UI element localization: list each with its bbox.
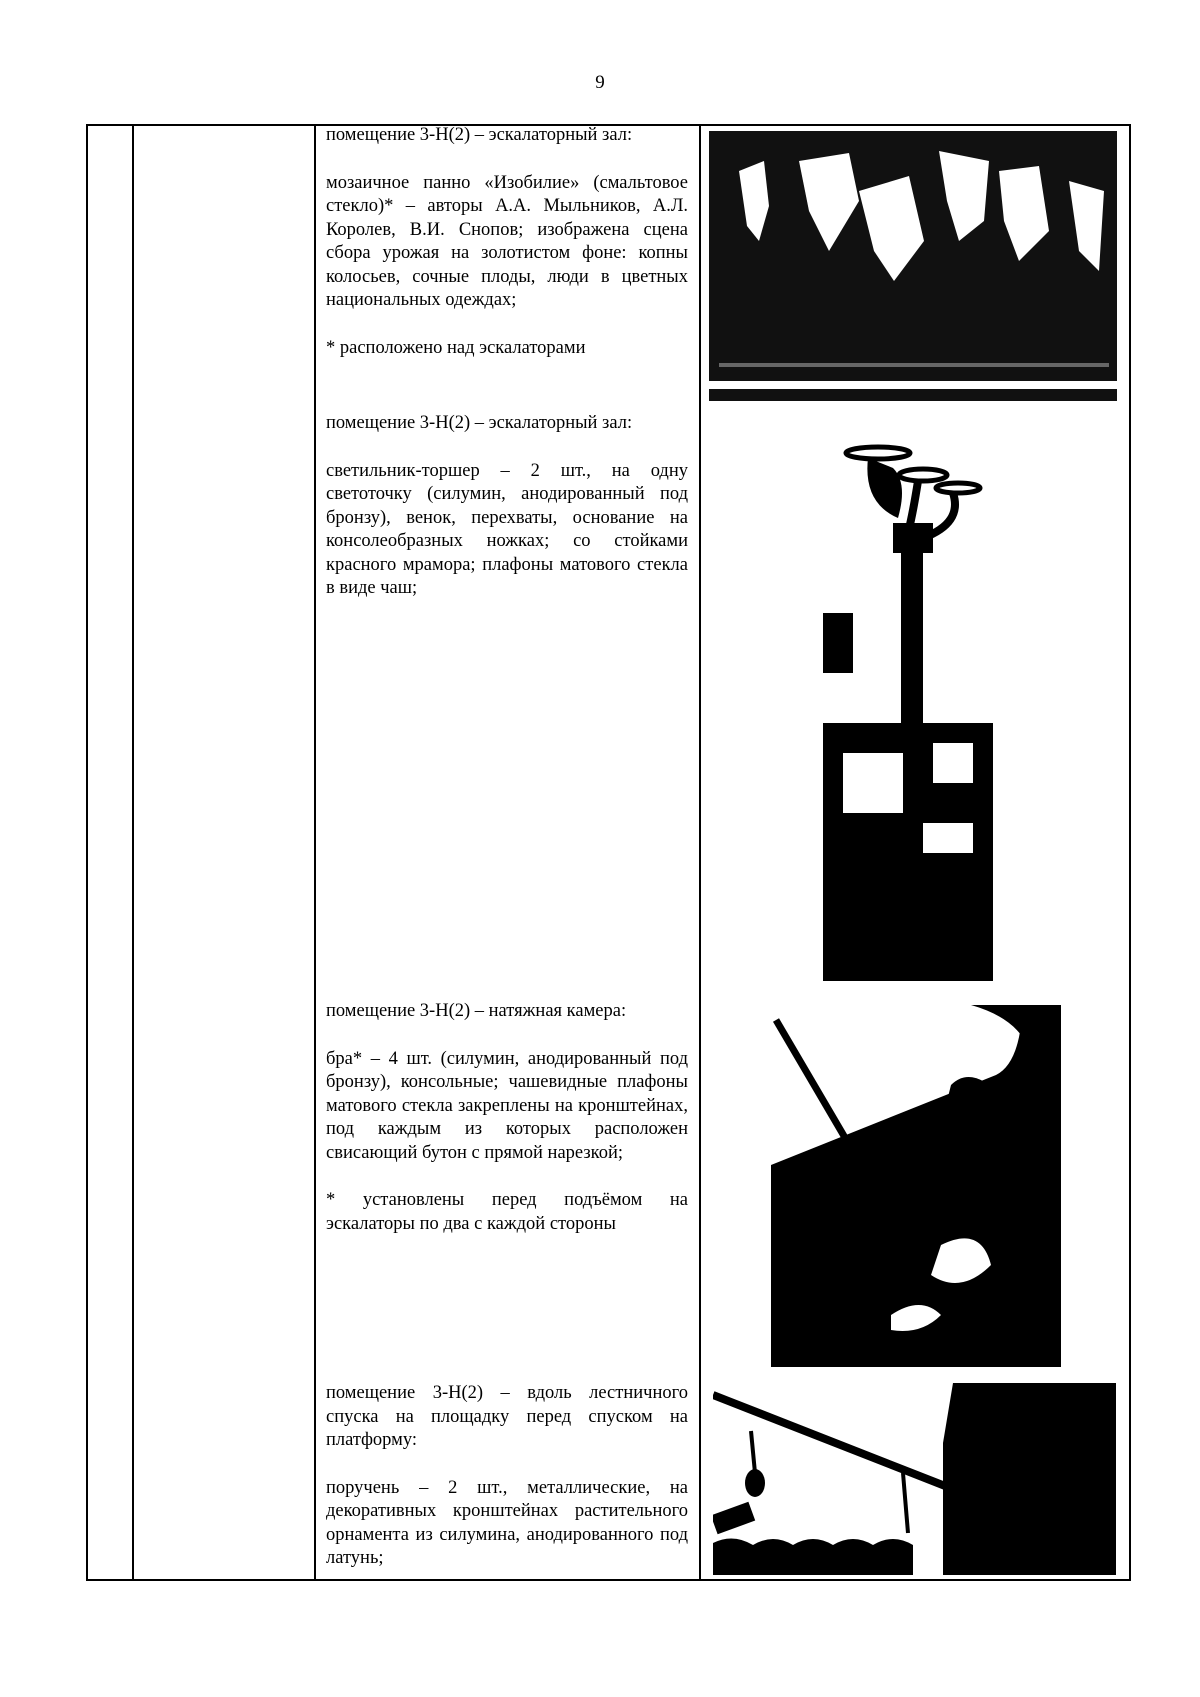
floor-lamp-photo	[823, 423, 993, 981]
entry-description: светильник-торшер – 2 шт., на одну светоточку (силумин, анодированный под бронзу), венок, перехваты, основание на консолеобразных ножках; со стойками красного мрамора; плафоны матового стекла в виде чаш;	[326, 460, 688, 598]
entry-floor-lamp-text	[326, 412, 688, 601]
column-divider-2	[314, 126, 316, 1579]
handrail-photo	[713, 1383, 1116, 1575]
entry-note: * расположено над эскалаторами	[326, 337, 586, 358]
entry-description: мозаичное панно «Изобилие» (смальтовое стекло)* – авторы А.А. Мыльников, А.Л. Королев, В.И. Снопов; изображена сцена сбора урожая на золотистом фоне: копны колосьев, сочные плоды, люди в цветных национальных одеждах;	[326, 172, 688, 310]
column-divider-1	[132, 126, 134, 1579]
entry-location: помещение 3-Н(2) – эскалаторный зал:	[326, 413, 633, 433]
column-divider-3	[699, 126, 701, 1579]
wall-sconce-photo	[771, 1005, 1061, 1367]
entry-handrail-text	[326, 1382, 688, 1571]
mosaic-panel-photo	[709, 131, 1117, 401]
entry-description: поручень – 2 шт., металлические, на декоративных кронштейнах растительного орнамента из силумина, анодированного под латунь;	[326, 1477, 688, 1568]
entry-location: помещение 3-Н(2) – вдоль лестничного спуска на площадку перед спуском на платформу:	[326, 1383, 688, 1450]
entry-location: помещение 3-Н(2) – эскалаторный зал:	[326, 125, 633, 145]
entry-mosaic-text	[326, 124, 688, 360]
entry-sconce-text	[326, 1000, 688, 1236]
entry-note: * установлены перед подъёмом на эскалаторы по два с каждой стороны	[326, 1190, 688, 1234]
entry-description: бра* – 4 шт. (силумин, анодированный под бронзу), консольные; чашевидные плафоны матового стекла закреплены на кронштейнах, под каждым из которых расположен свисающий бутон с прямой нарезкой;	[326, 1048, 688, 1163]
entry-location: помещение 3-Н(2) – натяжная камера:	[326, 1001, 627, 1021]
page-number: 9	[595, 72, 605, 93]
